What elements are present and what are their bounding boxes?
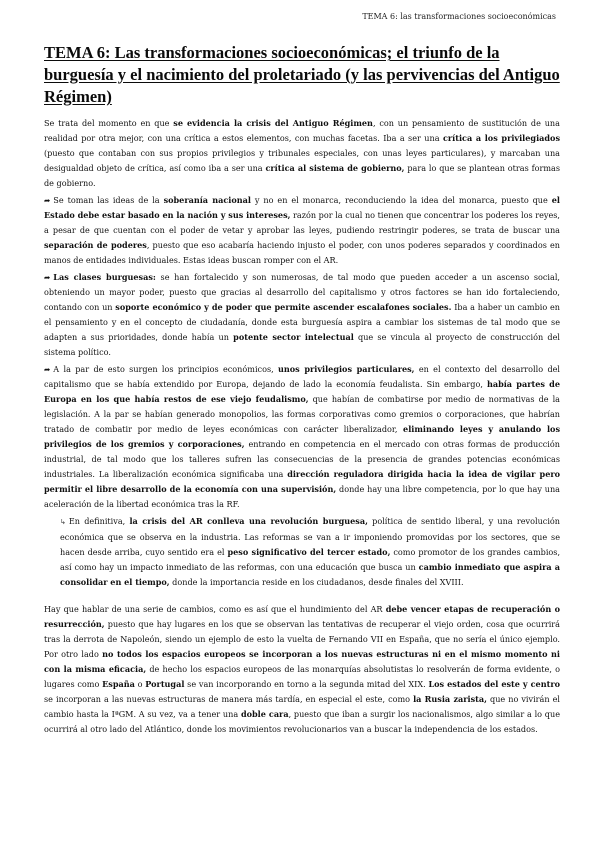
bold-text: Portugal (145, 679, 185, 689)
text-run: , puesto que eso acabaría haciendo injusto el poder, con unos poderes separados y coordinados en manos de entidades individuales. Estas ideas buscan romper con el AR. (44, 240, 561, 265)
paragraph-en-definitiva (60, 514, 560, 590)
bold-text: eliminando leyes y anulando los privilegios de los gremios y corporaciones, (44, 424, 561, 449)
bold-text: cambio inmediato que aspira a consolidar en el tiempo, (60, 562, 560, 587)
bold-text: debe vencer etapas de recuperación o resurrección, (44, 604, 560, 629)
bold-text: crítica al sistema de gobierno, (265, 163, 405, 173)
bold-text: no todos los espacios europeos se incorporan a los nuevas estructuras ni en el mismo momento ni con la misma eficacia, (44, 649, 560, 674)
page-title: TEMA 6: Las transformaciones socioeconómicas; el triunfo de la burguesía y el nacimiento del proletariado (y las pervivencias del Antiguo Régimen) (44, 43, 560, 106)
arrow-icon: ➦ (44, 365, 51, 374)
text-run: donde la importancia reside en los ciudadanos, desde finales del XVIII. (169, 577, 464, 587)
text-run: Se toman las ideas de la (53, 195, 164, 205)
bold-text: España (102, 679, 135, 689)
text-run: A la par de esto surgen los principios económicos, (53, 364, 279, 374)
paragraph-text (44, 272, 560, 357)
text-run: o (134, 679, 146, 689)
paragraph-text (44, 195, 560, 265)
document-body (44, 42, 560, 739)
text-run: (puesto que contaban con sus propios privilegios y tribunales especiales, con unas leyes particulares), y marcaban una desigualdad objeto de crítica, así como iba a ser una (44, 148, 560, 173)
bold-text: se evidencia la crisis del Antiguo Régimen (173, 118, 373, 128)
bold-text: doble cara (240, 709, 289, 719)
text-run: donde hay una libre competencia, por lo que hay una aceleración de la libertad económica tras la RF. (44, 484, 561, 509)
bold-text: separación de poderes (44, 240, 147, 250)
text-run: como promotor de los grandes cambios, así como hay un impacto inmediato de las reformas, con una educación que busca un (60, 547, 561, 572)
paragraph-text (60, 516, 560, 587)
paragraph-clases-burguesas (44, 270, 560, 360)
text-run: en el contexto del desarrollo del capitalismo que se había extendido por Europa, dejando de lado la economía feudalista. Sin embargo, (44, 364, 560, 389)
text-run: política de sentido liberal, y una revolución económica que se observa en la industria. Las reformas se van a ir imponiendo promovidas por los sectores, que se hacen desde arriba, cuyo sentido era el (60, 516, 560, 557)
text-run: que se vincula al proyecto de construcción del sistema político. (44, 332, 560, 357)
bold-text: la crisis del AR conlleva una revolución burguesa, (129, 516, 368, 526)
text-run: que no vivirán el cambio hasta la IªGM. A su vez, va a tener una (44, 694, 561, 719)
bold-text: crítica a los privilegiados (442, 133, 561, 143)
running-header: TEMA 6: las transformaciones socioeconómicas (362, 12, 556, 21)
text-run: y no en el monarca, reconduciendo la idea del monarca, puesto que (250, 195, 552, 205)
text-run: , con un pensamiento de sustitución de una realidad por otra mejor, con una crítica a estos elementos, con muchas facetas. Iba a ser una (44, 118, 560, 143)
bold-text: el Estado debe estar basado en la nación y sus intereses, (44, 195, 560, 220)
text-run: En definitiva, (68, 516, 130, 526)
text-run: Hay que hablar de una serie de cambios, como es así que el hundimiento del AR (44, 604, 386, 614)
text-run: Se trata del momento en que (44, 118, 174, 128)
text-run: se van incorporando en torno a la segunda mitad del XIX. (184, 679, 429, 689)
paragraph-soberania (44, 193, 560, 268)
text-run: puesto que hay lugares en los que se observan las tentativas de recuperar el viejo orden, cosa que ocurrirá tras la derrota de Napoleón, siendo un ejemplo de esto la vuelta de Fernando VII en España, que no sería el único ejemplo. Por otro lado (44, 619, 560, 659)
bold-text: había partes de Europa en los que había restos de ese viejo feudalismo, (44, 379, 560, 404)
bold-text: unos privilegios particulares, (278, 364, 415, 374)
text-run: que habían de combatirse por medio de normativas de la legislación. A la par se habían generado monopolios, las formas corporativas como gremios o corporaciones, que habrían tratado de combatir por medio de leyes económicas con carácter liberalizador, (44, 394, 560, 434)
text-run: se han fortalecido y son numerosas, de tal modo que pueden acceder a un ascenso social, obteniendo un mayor poder, puesto que gracias al desarrollo del capitalismo y otros factores se han ido fortaleciendo, contando con un (44, 272, 560, 312)
text-run: para lo que se plantean otras formas de gobierno. (44, 163, 561, 188)
bold-text: Los estados del este y centro (428, 679, 560, 689)
text-run: de hecho los espacios europeos de las monarquías absolutistas lo resolverán de forma evidente, o lugares como (44, 664, 560, 689)
paragraph-intro (44, 116, 560, 191)
paragraph-principios-economicos (44, 362, 560, 512)
text-run: razón por la cual no tienen que concentrar los poderes los reyes, a pesar de que cuentan con el poder de vetar y aprobar las leyes, pudiendo restringir poderes, se trata de buscar una (44, 210, 560, 235)
bold-text: Las clases burguesas: (53, 272, 156, 282)
bold-text: la Rusia zarista, (413, 694, 487, 704)
sub-arrow-icon: ↳ (60, 518, 66, 526)
bold-text: potente sector intelectual (233, 332, 354, 342)
bold-text: peso significativo del tercer estado, (227, 547, 391, 557)
bold-text: soporte económico y de poder que permite ascender escalafones sociales. (115, 302, 452, 312)
bold-text: dirección reguladora dirigida hacia la idea de vigilar pero permitir el libre desarrollo de la economía con una supervisión, (44, 469, 561, 494)
paragraph-text (44, 364, 560, 509)
paragraph-cambios (44, 602, 560, 737)
arrow-icon: ➦ (44, 273, 51, 282)
text-run: , puesto que iban a surgir los nacionalismos, algo similar a lo que ocurrirá al otro lado del Atlántico, donde los movimientos revolucionarios van a buscar la independencia de los estados. (44, 709, 560, 734)
bold-text: soberanía nacional (163, 195, 251, 205)
arrow-icon: ➦ (44, 196, 51, 205)
text-run: se incorporan a las nuevas estructuras de manera más tardía, en especial el este, como (44, 694, 414, 704)
text-run: entrando en competencia en el mercado con otras formas de producción industrial, de tal modo que los talleres sufren las consecuencias de la presencia de grandes potencias económicas industriales. La liberalización económica significaba una (44, 439, 560, 479)
text-run: Iba a haber un cambio en el pensamiento y en el concepto de ciudadanía, donde esta burguesía aspira a cambiar los sistemas de tal modo que se adapten a sus prioridades, donde había un (44, 302, 560, 342)
